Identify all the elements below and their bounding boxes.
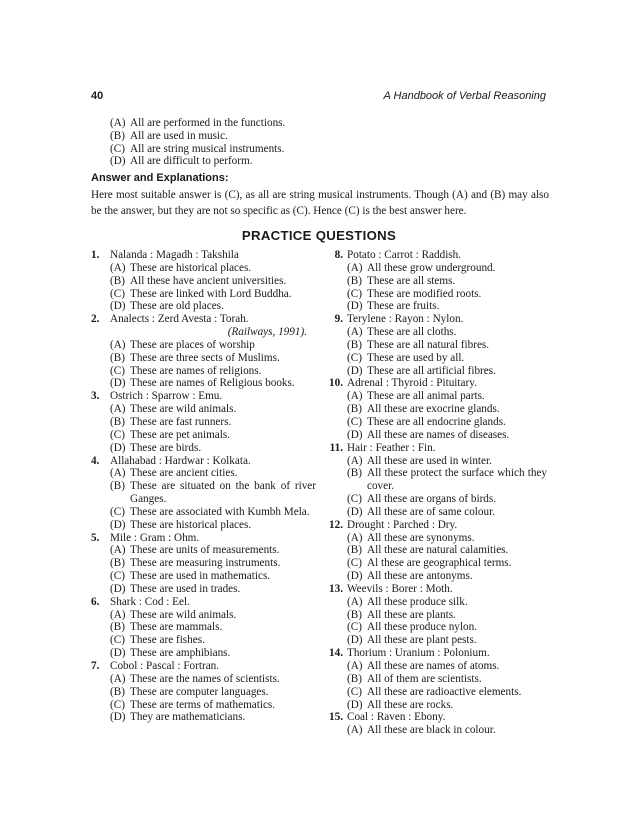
option-text: All these are used in winter. bbox=[367, 454, 492, 467]
option-row bbox=[347, 288, 547, 301]
option-letter: (C) bbox=[347, 557, 362, 570]
option-letter: (B) bbox=[110, 621, 125, 634]
question-line bbox=[91, 249, 316, 262]
option-text: All these are antonyms. bbox=[367, 570, 473, 583]
question-options bbox=[91, 262, 316, 313]
option-text: All these produce silk. bbox=[367, 595, 468, 608]
option-row bbox=[347, 609, 547, 622]
question-line bbox=[91, 313, 316, 326]
page-header bbox=[91, 90, 546, 106]
option-row bbox=[347, 596, 547, 609]
option-row bbox=[347, 532, 547, 545]
option-text: All these grow underground. bbox=[367, 261, 496, 274]
option-row bbox=[110, 686, 316, 699]
question-number: 3. bbox=[91, 390, 100, 403]
option-row bbox=[110, 506, 316, 519]
option-letter: (C) bbox=[347, 493, 362, 506]
option-text: These are wild animals. bbox=[130, 403, 237, 416]
option-row bbox=[110, 117, 540, 130]
option-row bbox=[347, 724, 547, 737]
option-row bbox=[347, 365, 547, 378]
question-number: 5. bbox=[91, 531, 100, 544]
question-text: Terylene : Rayon : Nylon. bbox=[347, 313, 464, 326]
option-letter: (D) bbox=[347, 505, 363, 518]
option-row bbox=[110, 557, 316, 570]
option-row bbox=[110, 377, 316, 390]
question-line bbox=[91, 532, 316, 545]
option-row bbox=[110, 416, 316, 429]
option-text: All are performed in the functions. bbox=[130, 117, 286, 129]
option-text: All these are organs of birds. bbox=[367, 493, 497, 506]
question-number: 4. bbox=[91, 454, 100, 467]
option-letter: (D) bbox=[347, 634, 363, 647]
option-letter: (C) bbox=[347, 685, 362, 698]
question-text: Hair : Feather : Fin. bbox=[347, 441, 436, 454]
option-text: These are ancient cities. bbox=[130, 467, 238, 480]
option-row bbox=[347, 557, 547, 570]
option-text: All are difficult to perform. bbox=[130, 155, 253, 168]
option-letter: (A) bbox=[347, 390, 363, 403]
question-number: 7. bbox=[91, 660, 100, 672]
option-letter: (A) bbox=[347, 531, 363, 544]
question-text: Nalanda : Magadh : Takshila bbox=[110, 249, 239, 261]
option-letter: (B) bbox=[110, 129, 125, 142]
option-text: Al these are geographical terms. bbox=[367, 557, 512, 570]
question-number: 15. bbox=[329, 711, 343, 724]
answer-text: Here most suitable answer is (C), as all are string musical instruments. Though (A) and (B) may also be the answer, but they are not so specific as (C). Hence (C) is the best answer here. bbox=[91, 189, 549, 217]
option-letter: (A) bbox=[110, 544, 126, 557]
option-row bbox=[347, 429, 547, 442]
option-row bbox=[110, 155, 540, 168]
option-letter: (C) bbox=[110, 142, 125, 155]
option-row bbox=[110, 262, 316, 275]
option-text: These are names of Religious books. bbox=[130, 377, 295, 390]
option-text: All these are names of atoms. bbox=[367, 660, 500, 672]
option-letter: (C) bbox=[347, 415, 362, 428]
question-number: 1. bbox=[91, 249, 100, 261]
question-line bbox=[325, 583, 547, 596]
option-letter: (D) bbox=[347, 698, 363, 711]
option-text: These are all cloths. bbox=[367, 326, 457, 339]
question-options bbox=[91, 673, 316, 724]
question-item bbox=[91, 596, 316, 660]
option-letter: (C) bbox=[347, 287, 362, 300]
option-row bbox=[347, 660, 547, 673]
question-line bbox=[325, 313, 547, 326]
option-letter: (D) bbox=[110, 711, 126, 724]
option-row bbox=[347, 390, 547, 403]
question-line bbox=[91, 596, 316, 609]
option-row bbox=[347, 544, 547, 557]
option-row bbox=[347, 686, 547, 699]
option-text: All are used in music. bbox=[130, 129, 228, 142]
option-text: All these are exocrine glands. bbox=[367, 403, 500, 416]
page-number: 40 bbox=[91, 90, 104, 102]
option-text: These are wild animals. bbox=[130, 608, 237, 621]
option-row bbox=[110, 365, 316, 378]
questions-left-column bbox=[91, 249, 316, 724]
question-options bbox=[91, 544, 316, 595]
option-text: All these are radioactive elements. bbox=[367, 685, 522, 698]
question-line bbox=[91, 390, 316, 403]
question-options bbox=[91, 403, 316, 454]
option-row bbox=[110, 143, 540, 156]
option-letter: (B) bbox=[110, 274, 125, 287]
question-options bbox=[91, 339, 316, 390]
option-letter: (D) bbox=[110, 582, 126, 595]
question-options bbox=[91, 609, 316, 660]
option-row bbox=[110, 352, 316, 365]
option-row bbox=[110, 544, 316, 557]
question-item bbox=[91, 532, 316, 596]
option-letter: (A) bbox=[347, 595, 363, 608]
question-item bbox=[91, 390, 316, 454]
option-letter: (A) bbox=[347, 724, 363, 737]
question-number: 8. bbox=[334, 249, 343, 261]
option-row bbox=[110, 609, 316, 622]
option-row bbox=[110, 275, 316, 288]
option-text: All these are plant pests. bbox=[367, 634, 477, 647]
question-options bbox=[325, 724, 547, 737]
option-row bbox=[110, 288, 316, 301]
option-letter: (C) bbox=[110, 428, 125, 441]
option-text: These are measuring instruments. bbox=[130, 557, 281, 570]
option-text: These are fruits. bbox=[367, 300, 440, 313]
option-row bbox=[347, 300, 547, 313]
option-row bbox=[110, 519, 316, 532]
option-text: These are the names of scientists. bbox=[130, 672, 280, 685]
option-letter: (B) bbox=[347, 403, 362, 416]
option-row bbox=[347, 262, 547, 275]
question-number: 9. bbox=[334, 313, 343, 326]
option-letter: (A) bbox=[347, 326, 363, 339]
question-text: Potato : Carrot : Raddish. bbox=[347, 249, 462, 261]
question-number: 14. bbox=[329, 647, 343, 660]
option-letter: (B) bbox=[110, 480, 125, 493]
option-text: All these have ancient universities. bbox=[130, 274, 287, 287]
option-letter: (A) bbox=[110, 403, 126, 416]
option-letter: (B) bbox=[347, 544, 362, 557]
option-letter: (D) bbox=[110, 441, 126, 454]
practice-heading: PRACTICE QUESTIONS bbox=[241, 228, 397, 243]
option-text: These are computer languages. bbox=[130, 685, 269, 698]
question-line bbox=[325, 249, 547, 262]
option-row bbox=[110, 673, 316, 686]
option-text: All are string musical instruments. bbox=[130, 142, 285, 155]
question-options bbox=[325, 262, 547, 313]
option-text: These are all artificial fibres. bbox=[367, 364, 496, 377]
option-text: These are places of worship bbox=[130, 338, 255, 351]
option-letter: (B) bbox=[110, 351, 125, 364]
question-line bbox=[325, 711, 547, 724]
question-source: (Railways, 1991). bbox=[227, 326, 307, 339]
option-text: All these produce nylon. bbox=[367, 621, 477, 634]
option-text: These are all natural fibres. bbox=[367, 338, 490, 351]
option-text: All these are of same colour. bbox=[367, 505, 495, 518]
question-line bbox=[91, 455, 316, 468]
question-options bbox=[325, 532, 547, 583]
question-text: Ostrich : Sparrow : Emu. bbox=[110, 390, 223, 403]
option-letter: (D) bbox=[347, 364, 363, 377]
question-item bbox=[325, 711, 547, 737]
question-item bbox=[325, 647, 547, 711]
option-text: These are all animal parts. bbox=[367, 390, 485, 403]
option-letter: (B) bbox=[347, 672, 362, 685]
option-letter: (B) bbox=[110, 557, 125, 570]
option-row bbox=[110, 621, 316, 634]
option-row bbox=[110, 130, 540, 143]
option-letter: (C) bbox=[110, 364, 125, 377]
option-row bbox=[110, 339, 316, 352]
option-row bbox=[347, 621, 547, 634]
option-text: These are three sects of Muslims. bbox=[130, 351, 280, 364]
option-row bbox=[110, 467, 316, 480]
option-text: These are names of religions. bbox=[130, 364, 262, 377]
option-row bbox=[347, 699, 547, 712]
question-text: Adrenal : Thyroid : Pituitary. bbox=[347, 377, 477, 390]
option-row bbox=[347, 506, 547, 519]
option-letter: (C) bbox=[110, 634, 125, 647]
option-letter: (A) bbox=[110, 117, 126, 129]
question-text: Analects : Zerd Avesta : Torah. bbox=[110, 313, 249, 326]
question-text: Shark : Cod : Eel. bbox=[110, 595, 190, 608]
question-text: Drought : Parched : Dry. bbox=[347, 518, 458, 531]
question-item bbox=[325, 377, 547, 441]
option-text: These are situated on the bank of river Ganges. bbox=[130, 480, 316, 506]
question-options bbox=[325, 326, 547, 377]
option-text: All of them are scientists. bbox=[367, 672, 482, 685]
option-row bbox=[110, 570, 316, 583]
option-text: These are fishes. bbox=[130, 634, 205, 647]
question-item bbox=[91, 313, 316, 390]
option-letter: (A) bbox=[110, 261, 126, 274]
option-letter: (A) bbox=[110, 672, 126, 685]
question-options bbox=[325, 390, 547, 441]
option-text: All these are rocks. bbox=[367, 698, 454, 711]
option-row bbox=[110, 711, 316, 724]
option-row bbox=[347, 467, 547, 493]
question-line bbox=[325, 519, 547, 532]
option-text: These are linked with Lord Buddha. bbox=[130, 287, 292, 300]
option-letter: (D) bbox=[110, 518, 126, 531]
option-letter: (B) bbox=[347, 467, 362, 480]
option-text: These are used in mathematics. bbox=[130, 570, 271, 583]
question-text: Mile : Gram : Ohm. bbox=[110, 531, 200, 544]
option-text: All these are synonyms. bbox=[367, 531, 475, 544]
question-options bbox=[325, 660, 547, 711]
question-text: Allahabad : Hardwar : Kolkata. bbox=[110, 454, 251, 467]
option-row bbox=[347, 403, 547, 416]
option-letter: (A) bbox=[347, 454, 363, 467]
option-row bbox=[110, 300, 316, 313]
option-letter: (A) bbox=[347, 660, 363, 672]
option-text: These are mammals. bbox=[130, 621, 223, 634]
question-text: Cobol : Pascal : Fortran. bbox=[110, 660, 220, 672]
question-text: Thorium : Uranium : Polonium. bbox=[347, 647, 490, 660]
question-number: 13. bbox=[329, 582, 343, 595]
option-text: These are all endocrine glands. bbox=[367, 415, 506, 428]
question-item bbox=[91, 455, 316, 532]
option-row bbox=[110, 442, 316, 455]
option-row bbox=[347, 416, 547, 429]
option-text: These are old places. bbox=[130, 300, 224, 313]
question-line bbox=[325, 647, 547, 660]
question-text: Weevils : Borer : Moth. bbox=[347, 582, 453, 595]
question-options bbox=[325, 455, 547, 519]
option-letter: (B) bbox=[347, 338, 362, 351]
option-text: These are fast runners. bbox=[130, 415, 232, 428]
option-text: These are modified roots. bbox=[367, 287, 482, 300]
question-options bbox=[325, 596, 547, 647]
option-text: They are mathematicians. bbox=[130, 711, 246, 724]
answer-heading: Answer and Explanations: bbox=[91, 172, 229, 184]
question-item bbox=[325, 313, 547, 377]
question-item bbox=[325, 249, 547, 313]
question-line bbox=[325, 442, 547, 455]
question-number: 2. bbox=[91, 313, 100, 326]
option-text: All these are natural calamities. bbox=[367, 544, 509, 557]
option-letter: (D) bbox=[347, 428, 363, 441]
option-letter: (D) bbox=[110, 300, 126, 313]
question-line bbox=[91, 660, 316, 673]
option-row bbox=[110, 480, 316, 506]
option-row bbox=[347, 339, 547, 352]
option-row bbox=[347, 570, 547, 583]
option-letter: (A) bbox=[110, 338, 126, 351]
option-text: All these are names of diseases. bbox=[367, 428, 510, 441]
option-row bbox=[110, 634, 316, 647]
option-row bbox=[347, 326, 547, 339]
option-letter: (B) bbox=[347, 608, 362, 621]
option-letter: (B) bbox=[110, 415, 125, 428]
question-number: 12. bbox=[329, 518, 343, 531]
option-text: These are birds. bbox=[130, 441, 202, 454]
question-text: Coal : Raven : Ebony. bbox=[347, 711, 446, 724]
option-row bbox=[110, 403, 316, 416]
option-text: All these are plants. bbox=[367, 608, 456, 621]
option-row bbox=[347, 275, 547, 288]
option-letter: (D) bbox=[110, 155, 126, 168]
option-letter: (A) bbox=[110, 608, 126, 621]
intro-options bbox=[110, 117, 540, 168]
option-text: These are used in trades. bbox=[130, 582, 241, 595]
option-row bbox=[347, 455, 547, 468]
book-title: A Handbook of Verbal Reasoning bbox=[383, 90, 546, 102]
option-text: These are historical places. bbox=[130, 518, 252, 531]
option-row bbox=[110, 583, 316, 596]
option-letter: (C) bbox=[110, 287, 125, 300]
option-text: These are associated with Kumbh Mela. bbox=[130, 505, 310, 518]
question-options bbox=[91, 467, 316, 531]
question-number: 11. bbox=[329, 441, 343, 454]
option-text: These are terms of mathematics. bbox=[130, 698, 276, 711]
option-text: These are historical places. bbox=[130, 261, 252, 274]
option-letter: (B) bbox=[347, 274, 362, 287]
option-letter: (D) bbox=[347, 300, 363, 313]
option-letter: (D) bbox=[110, 377, 126, 390]
question-number: 10. bbox=[329, 377, 343, 390]
option-row bbox=[110, 699, 316, 712]
option-letter: (D) bbox=[110, 647, 126, 660]
option-text: These are amphibians. bbox=[130, 647, 231, 660]
question-item bbox=[325, 583, 547, 647]
question-number: 6. bbox=[91, 595, 100, 608]
option-letter: (A) bbox=[347, 261, 363, 274]
option-letter: (C) bbox=[347, 621, 362, 634]
option-text: These are units of measurements. bbox=[130, 544, 280, 557]
option-text: These are used by all. bbox=[367, 351, 465, 364]
option-row bbox=[347, 493, 547, 506]
option-text: These are all stems. bbox=[367, 274, 456, 287]
option-letter: (B) bbox=[110, 685, 125, 698]
option-letter: (C) bbox=[110, 570, 125, 583]
option-row bbox=[347, 634, 547, 647]
option-letter: (C) bbox=[110, 505, 125, 518]
option-text: These are pet animals. bbox=[130, 428, 231, 441]
option-letter: (C) bbox=[347, 351, 362, 364]
option-text: All these are black in colour. bbox=[367, 724, 496, 737]
option-row bbox=[347, 352, 547, 365]
question-line bbox=[325, 377, 547, 390]
option-row bbox=[110, 647, 316, 660]
questions-right-column bbox=[325, 249, 547, 737]
option-row bbox=[110, 429, 316, 442]
option-letter: (C) bbox=[110, 698, 125, 711]
question-item bbox=[325, 442, 547, 519]
option-letter: (D) bbox=[347, 570, 363, 583]
question-item bbox=[325, 519, 547, 583]
question-item bbox=[91, 249, 316, 313]
question-item bbox=[91, 660, 316, 724]
option-letter: (A) bbox=[110, 467, 126, 480]
option-row bbox=[347, 673, 547, 686]
option-text: All these protect the surface which they cover. bbox=[367, 467, 547, 493]
